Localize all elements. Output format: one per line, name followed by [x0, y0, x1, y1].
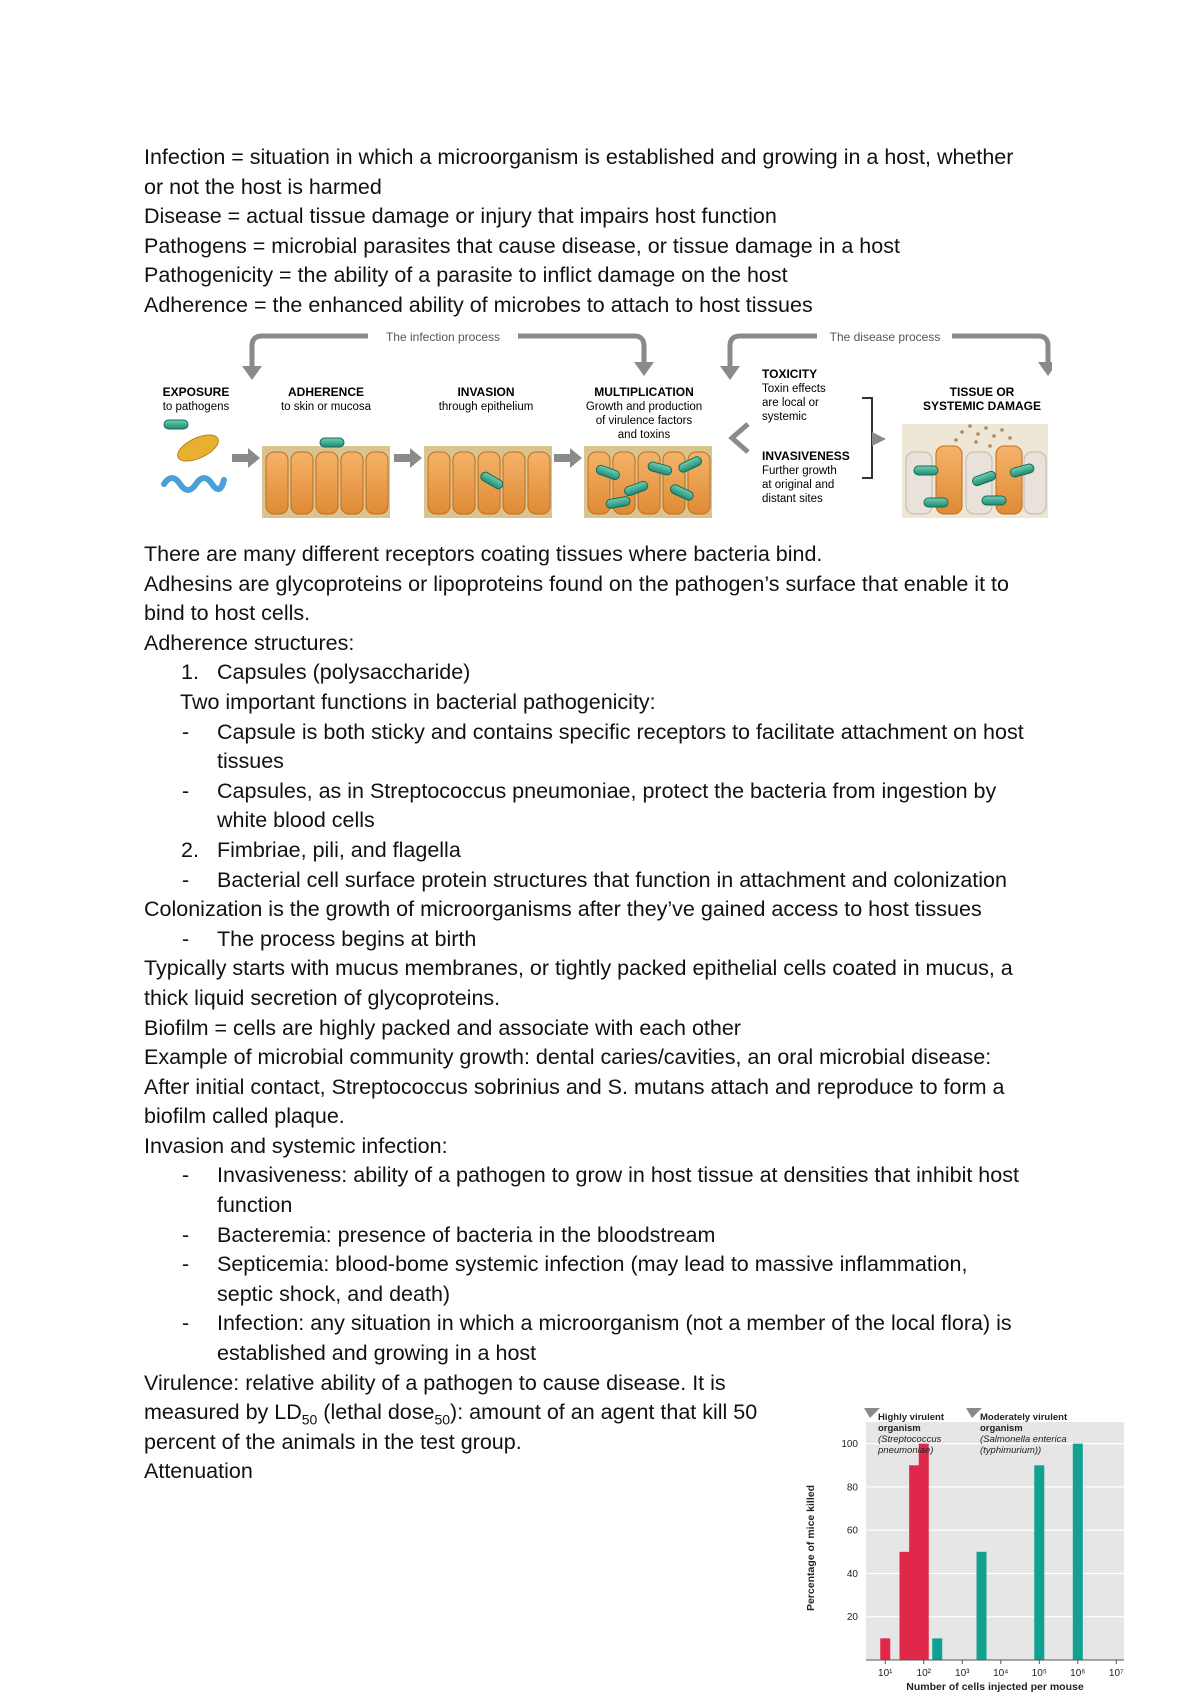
x-tick-label: 10⁴ [993, 1668, 1009, 1679]
stage-invasion-sub: through epithelium [438, 401, 534, 413]
paragraph-line: biofilm called plaque. [144, 1104, 345, 1129]
bar [1034, 1465, 1044, 1660]
bar [880, 1638, 890, 1660]
toxicity-sub: are local or [762, 397, 819, 409]
tissue-damage-title: SYSTEMIC DAMAGE [922, 399, 1042, 413]
section-heading: Invasion and systemic infection: [144, 1133, 448, 1158]
list-number: 2. [181, 837, 199, 862]
toxicity-sub: Toxin effects [762, 383, 826, 395]
arrow-right-icon [554, 448, 582, 468]
y-axis-ticks [841, 1439, 858, 1623]
x-tick-label: 10³ [955, 1668, 970, 1679]
bullet-text: Capsule is both sticky and contains specific receptors to facilitate attachment on host [217, 719, 1024, 744]
y-tick-label: 20 [846, 1612, 858, 1624]
legend-label: (Salmonella enterica [980, 1434, 1067, 1445]
paragraph-line: Virulence: relative ability of a pathogen to cause disease. It is [144, 1370, 726, 1395]
y-tick-label: 100 [841, 1439, 858, 1451]
bacillus-icon [174, 430, 222, 467]
bullet-text: Infection: any situation in which a microorganism (not a member of the local flora) is [217, 1311, 1012, 1336]
definition-infection: Infection = situation in which a microorganism is established and growing in a host, whether [144, 145, 1014, 169]
arrow-right-icon [872, 432, 886, 446]
legend-label: organism [980, 1423, 1023, 1434]
bar [1073, 1444, 1083, 1660]
bullet-item: - Septicemia: blood-bome systemic infection (may lead to massive inflammation, septic shock, and death) [144, 1250, 1074, 1309]
x-axis-label: Number of cells injected per mouse [906, 1681, 1084, 1693]
epithelium-panel-adherence [262, 438, 390, 518]
paragraph-line: Typically starts with mucus membranes, or tightly packed epithelial cells coated in mucus, a [144, 956, 1013, 981]
arrow-head-icon [720, 366, 740, 380]
epithelium-panel-damage [902, 424, 1048, 518]
invasiveness-sub: distant sites [762, 493, 823, 505]
legend-label: (Streptococcus [878, 1434, 942, 1445]
legend-label: Moderately virulent [980, 1412, 1068, 1423]
epithelium-panel-multiplication [584, 446, 712, 518]
bullet-text: established and growing in a host [217, 1341, 537, 1366]
stage-multiplication-sub: Growth and production [585, 401, 703, 413]
paragraph-line: Adhesins are glycoproteins or lipoproteins found on the pathogen’s surface that enable it to [144, 571, 1009, 596]
definition-adherence: Adherence = the enhanced ability of microbes to attach to host tissues [144, 292, 813, 317]
spirochete-icon [164, 478, 224, 490]
x-tick-label: 10⁷ [1108, 1668, 1124, 1679]
list-number: 1. [181, 660, 199, 685]
invasiveness-sub: at original and [762, 479, 835, 491]
list-item-text: Capsules (polysaccharide) [217, 660, 471, 685]
y-tick-label: 80 [846, 1482, 858, 1494]
bullet-item: - Capsules, as in Streptococcus pneumoniae, protect the bacteria from ingestion by white blood cells [144, 777, 1074, 836]
stage-adherence-title: ADHERENCE [287, 385, 365, 399]
arrow-right-icon [232, 448, 260, 468]
paragraph-line: Example of microbial community growth: dental caries/cavities, an oral microbial disease: [144, 1045, 992, 1070]
bullet-text: Capsules, as in Streptococcus pneumoniae, protect the bacteria from ingestion by [217, 778, 997, 803]
bullet-item: - Infection: any situation in which a microorganism (not a member of the local flora) is established and growing in a host [144, 1309, 1074, 1368]
bullet-item: - The process begins at birth [144, 925, 1074, 955]
invasiveness-title: INVASIVENESS [762, 449, 850, 463]
invasiveness-sub: Further growth [762, 465, 837, 477]
bullet-text: white blood cells [217, 808, 375, 833]
numbered-item-fimbriae [144, 836, 1074, 866]
stage-exposure-title: EXPOSURE [162, 385, 230, 399]
definition-pathogenicity: Pathogenicity = the ability of a parasite to inflict damage on the host [144, 263, 788, 288]
infection-process-label: The infection process [385, 330, 501, 344]
bullet-text: tissues [217, 749, 284, 774]
bacterium-icon [164, 420, 188, 429]
arrow-right-icon [394, 448, 422, 468]
text-run: ): amount of an agent that kill 50 [450, 1400, 758, 1425]
bullet-item: - Invasiveness: ability of a pathogen to grow in host tissue at densities that inhibit host function [144, 1161, 1074, 1220]
paragraph-line: Attenuation [144, 1459, 253, 1484]
y-axis-label: Percentage of mice killed [805, 1484, 817, 1612]
stage-multiplication-sub: and toxins [617, 429, 671, 441]
definition-infection-cont: or not the host is harmed [144, 174, 382, 199]
paragraph-line: Two important functions in bacterial pathogenicity: [180, 689, 656, 714]
toxicity-title: TOXICITY [762, 367, 818, 381]
legend-label: pneumoniae) [878, 1445, 934, 1456]
paragraph-line: bind to host cells. [144, 601, 311, 626]
bullet-item: - Capsule is both sticky and contains specific receptors to facilitate attachment on host tissues [144, 718, 1074, 777]
subscript: 50 [301, 1411, 318, 1428]
paragraph-line: Biofilm = cells are highly packed and associate with each other [144, 1015, 741, 1040]
paragraph-line: There are many different receptors coating tissues where bacteria bind. [144, 542, 823, 566]
bullet-text: The process begins at birth [217, 926, 477, 951]
disease-process-label: The disease process [829, 330, 941, 344]
bar [909, 1465, 919, 1660]
bullet-text: septic shock, and death) [217, 1281, 451, 1306]
stage-adherence-sub: to skin or mucosa [280, 401, 372, 413]
x-tick-label: 10² [916, 1668, 931, 1679]
text-run: (lethal dose [317, 1400, 435, 1425]
epithelium-panel-invasion [424, 446, 552, 518]
definitions [144, 143, 1074, 321]
bar [932, 1638, 942, 1660]
bullet-text: function [217, 1193, 293, 1218]
paragraph-line: After initial contact, Streptococcus sobrinius and S. mutans attach and reproduce to form a [144, 1074, 1005, 1099]
x-tick-label: 10¹ [878, 1668, 893, 1679]
ld50-bar-chart [800, 1408, 1135, 1693]
paragraph-line: thick liquid secretion of glycoproteins. [144, 985, 501, 1010]
stage-exposure-sub: to pathogens [162, 401, 230, 413]
legend-label: organism [878, 1423, 921, 1434]
tissue-damage-title: TISSUE OR [949, 385, 1015, 399]
arrow-head-icon [1038, 362, 1052, 376]
text-run: measured by LD [144, 1400, 302, 1425]
adherence-section [144, 540, 1074, 1487]
x-axis-ticks [878, 1660, 1124, 1679]
numbered-item-capsules [144, 658, 1074, 688]
bullet-text: Invasiveness: ability of a pathogen to grow in host tissue at densities that inhibit host [217, 1163, 1019, 1188]
y-tick-label: 60 [846, 1525, 858, 1537]
bullet-item: - Bacterial cell surface protein structures that function in attachment and colonization [144, 866, 1074, 896]
bar [919, 1444, 929, 1660]
bar [977, 1552, 987, 1660]
definition-pathogens: Pathogens = microbial parasites that cause disease, or tissue damage in a host [144, 233, 900, 258]
chevron-left-icon [732, 424, 748, 452]
paragraph-line: Colonization is the growth of microorganisms after they’ve gained access to host tissues [144, 897, 982, 922]
infection-process-diagram [150, 328, 1052, 524]
arrow-head-icon [634, 362, 654, 376]
arrow-head-icon [242, 366, 262, 380]
stage-invasion-title: INVASION [457, 385, 515, 399]
y-tick-label: 40 [846, 1568, 858, 1580]
stage-multiplication-sub: of virulence factors [595, 415, 693, 427]
subscript: 50 [434, 1411, 451, 1428]
bullet-text: Bacterial cell surface protein structures that function in attachment and colonization [217, 867, 1007, 892]
x-tick-label: 10⁵ [1031, 1668, 1047, 1679]
toxicity-sub: systemic [762, 411, 807, 423]
bullet-text: Bacteremia: presence of bacteria in the bloodstream [217, 1222, 716, 1247]
list-item-text: Fimbriae, pili, and flagella [217, 837, 461, 862]
legend-label: Highly virulent [878, 1412, 944, 1423]
definition-disease: Disease = actual tissue damage or injury that impairs host function [144, 204, 777, 229]
x-tick-label: 10⁶ [1070, 1668, 1086, 1679]
bullet-item: - Bacteremia: presence of bacteria in the bloodstream [144, 1221, 1074, 1251]
legend-label: (typhimurium)) [980, 1445, 1042, 1456]
stage-multiplication-title: MULTIPLICATION [594, 385, 694, 399]
bar [900, 1552, 910, 1660]
paragraph-line: percent of the animals in the test group. [144, 1429, 522, 1454]
bullet-text: Septicemia: blood-bome systemic infection (may lead to massive inflammation, [217, 1252, 968, 1277]
paragraph-line: Adherence structures: [144, 630, 355, 655]
bracket [862, 398, 872, 478]
